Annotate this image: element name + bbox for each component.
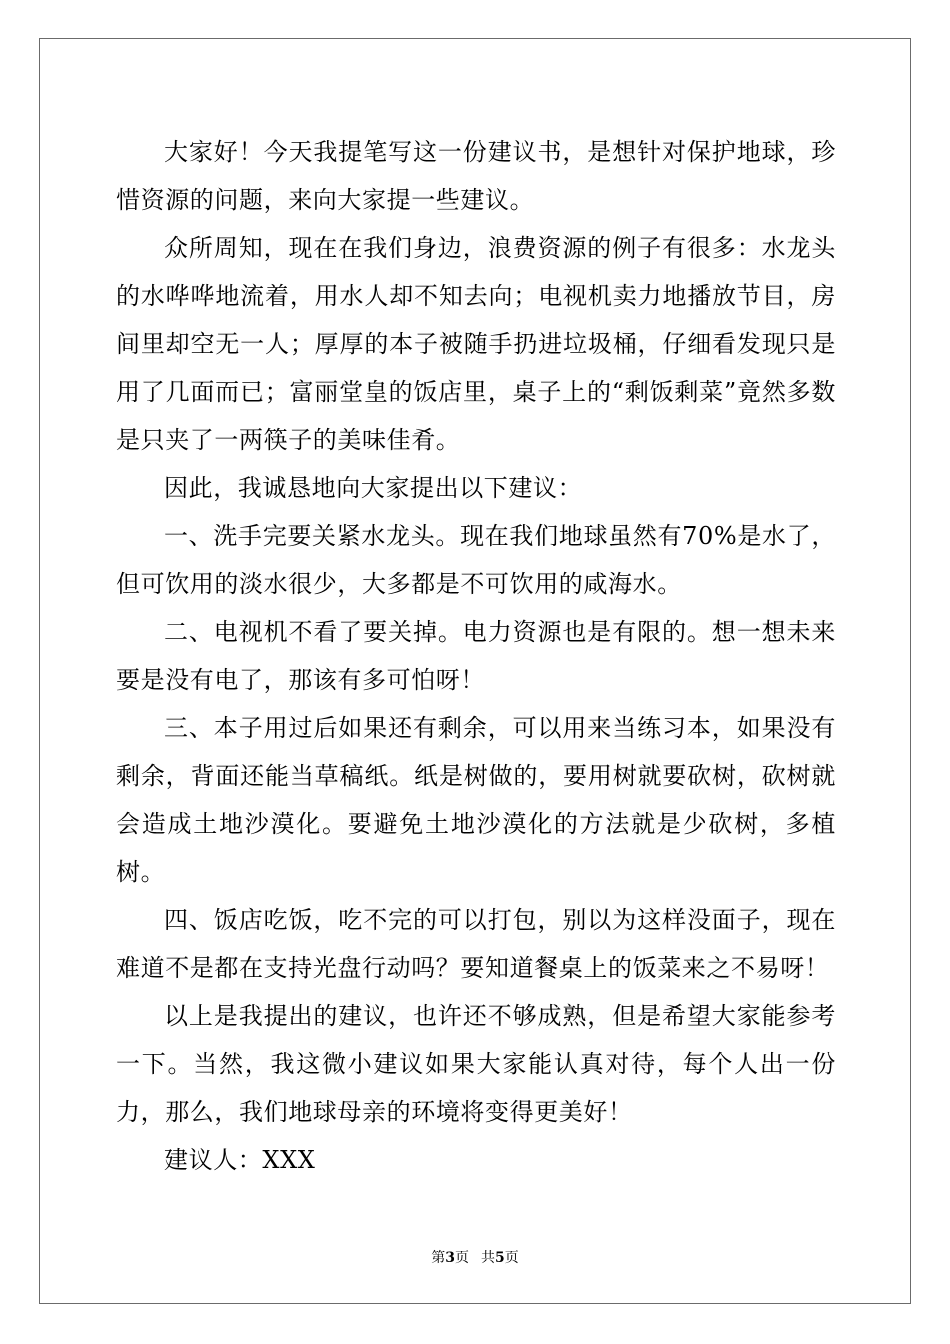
page-label: 页 bbox=[455, 1250, 469, 1266]
document-body bbox=[116, 128, 836, 1184]
paragraph-greeting: 大家好！今天我提笔写这一份建议书，是想针对保护地球，珍惜资源的问题，来向大家提一些建议。 bbox=[116, 138, 836, 214]
page-prefix: 第 bbox=[431, 1250, 446, 1266]
page-number-footer bbox=[0, 1249, 950, 1267]
paragraph-signature: 建议人：XXX bbox=[164, 1146, 316, 1174]
total-label: 页 bbox=[504, 1250, 519, 1266]
paragraph-suggestion-2: 二、电视机不看了要关掉。电力资源也是有限的。想一想未来要是没有电了，那该有多可怕呀！ bbox=[116, 618, 836, 694]
paragraph-waste-examples: 众所周知，现在在我们身边，浪费资源的例子有很多：水龙头的水哗哗地流着，用水人却不知去向；电视机卖力地播放节目，房间里却空无一人；厚厚的本子被随手扔进垃圾桶，仔细看发现只是用了几面而已；富丽堂皇的饭店里，桌子上的“剩饭剩菜”竟然多数是只夹了一两筷子的美味佳肴。 bbox=[116, 234, 836, 454]
paragraph-suggestion-1: 一、洗手完要关紧水龙头。现在我们地球虽然有70%是水了，但可饮用的淡水很少，大多都是不可饮用的咸海水。 bbox=[116, 522, 836, 598]
total-page-number: 5 bbox=[495, 1250, 505, 1266]
total-prefix: 共 bbox=[481, 1250, 495, 1266]
paragraph-suggestion-4: 四、饭店吃饭，吃不完的可以打包，别以为这样没面子，现在难道不是都在支持光盘行动吗？要知道餐桌上的饭菜来之不易呀！ bbox=[116, 906, 836, 982]
paragraph-suggestion-3: 三、本子用过后如果还有剩余，可以用来当练习本，如果没有剩余，背面还能当草稿纸。纸是树做的，要用树就要砍树，砍树就会造成土地沙漠化。要避免土地沙漠化的方法就是少砍树，多植树。 bbox=[116, 714, 836, 886]
paragraph-intro-suggestions: 因此，我诚恳地向大家提出以下建议： bbox=[164, 474, 583, 502]
current-page-number: 3 bbox=[445, 1250, 455, 1266]
paragraph-conclusion: 以上是我提出的建议，也许还不够成熟，但是希望大家能参考一下。当然，我这微小建议如果大家能认真对待，每个人出一份力，那么，我们地球母亲的环境将变得更美好！ bbox=[116, 1002, 836, 1126]
